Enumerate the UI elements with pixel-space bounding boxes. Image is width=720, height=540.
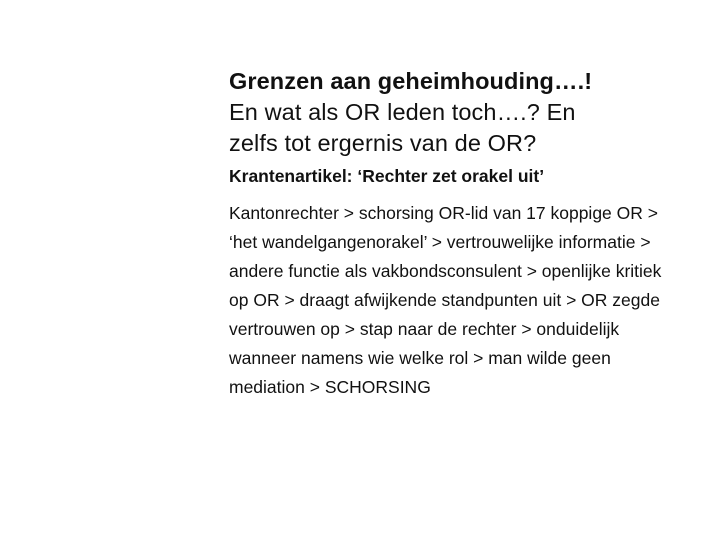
- slide-subtitle: Krantenartikel: ‘Rechter zet orakel uit’: [229, 166, 545, 186]
- title-line-2: En wat als OR leden toch….? En: [229, 99, 576, 125]
- title-line-1: Grenzen aan geheimhouding….!: [229, 68, 593, 94]
- slide-body-text: Kantonrechter > schorsing OR-lid van 17 koppige OR > ‘het wandelgangenorakel’ > vertrouwelijke informatie > andere functie als vakbondsconsulent > openlijke kritiek op OR > draagt afwijkende standpunten uit > OR zegde vertrouwen op > stap naar de rechter > onduidelijk wanneer namens wie welke rol > man wilde geen mediation > SCHORSING: [229, 203, 662, 397]
- slide-content: [229, 66, 669, 402]
- title-line-3: zelfs tot ergernis van de OR?: [229, 130, 537, 156]
- slide-title: [229, 66, 669, 159]
